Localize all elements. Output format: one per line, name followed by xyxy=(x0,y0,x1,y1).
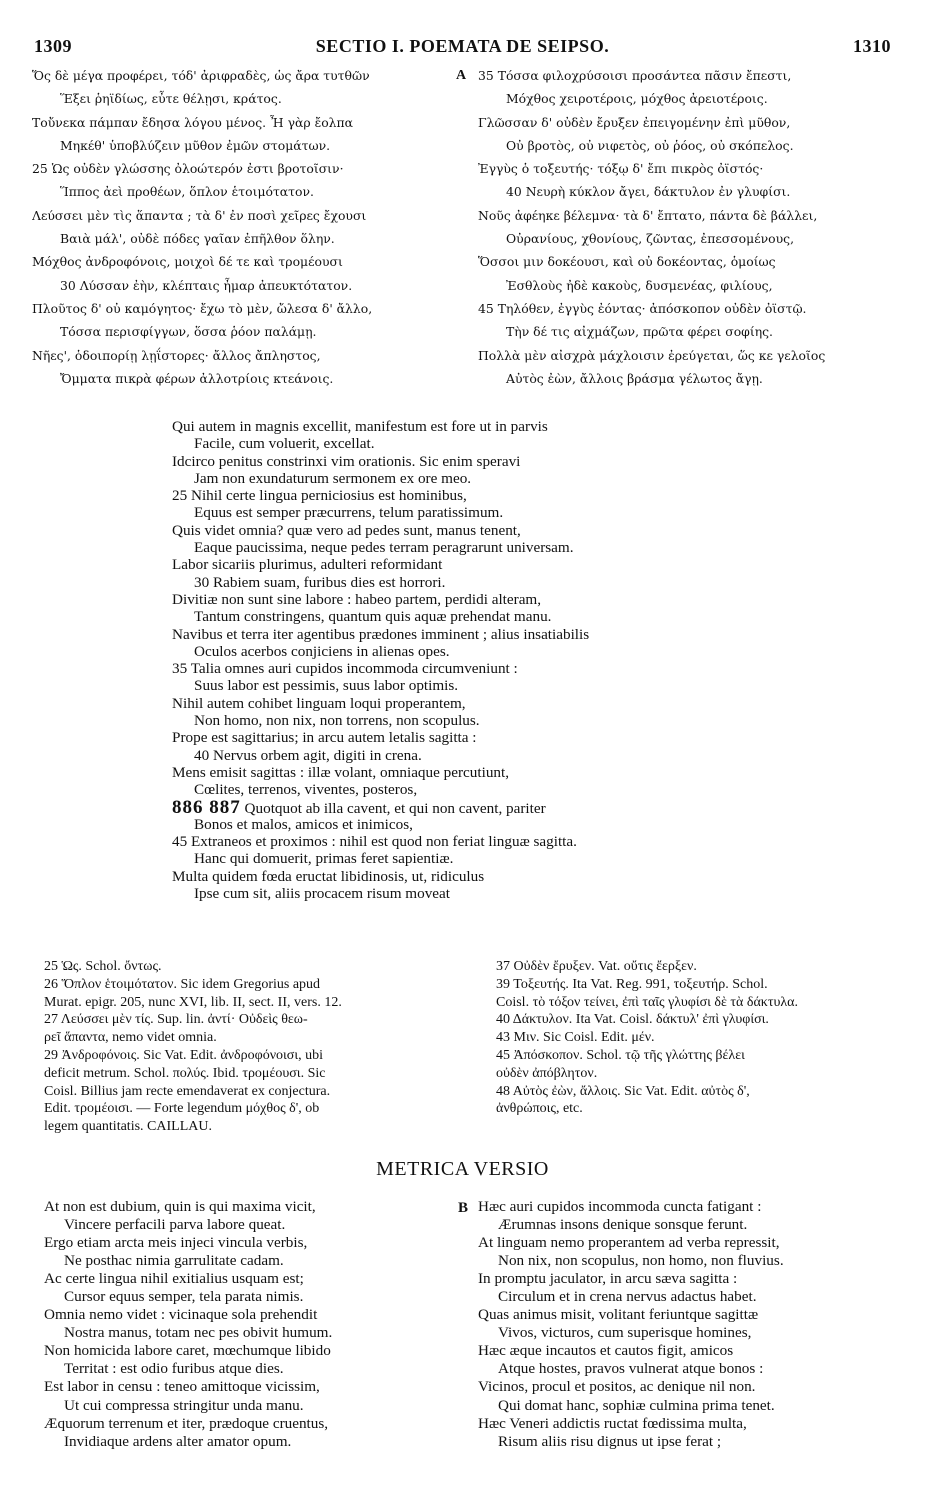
latin-line: Tantum constringens, quantum quis aquæ prehendat manu. xyxy=(194,608,552,626)
note-line: 37 Οὐδὲν ἔρυξεν. Vat. οὔτις ἔερξεν. xyxy=(496,959,697,974)
latin-line: 35 Talia omnes auri cupidos incommoda circumveniunt : xyxy=(172,660,518,678)
latin-line: Non homo, non nix, non torrens, non scopulus. xyxy=(194,712,480,730)
greek-line: 45 Τηλόθεν, ἐγγὺς ἐόντας· ἀπόσκοπον οὐδὲν ὀϊστῷ. xyxy=(478,300,807,316)
greek-column-right xyxy=(478,64,898,390)
latin-line: Facile, cum voluerit, excellat. xyxy=(194,435,375,453)
latin-line: Multa quidem fœda eructat libidinosis, ut, ridiculus xyxy=(172,867,485,885)
page-header xyxy=(30,36,895,62)
verse-line: Qui domat hanc, sophiæ culmina prima tenet. xyxy=(498,1396,775,1414)
note-line: 48 Αὐτὸς ἐὼν, ἄλλοις. Sic Vat. Edit. αὐτὸς δ', xyxy=(496,1083,750,1099)
greek-line: Τόσσα περισφίγγων, ὅσσα ῥόον παλάμῃ. xyxy=(60,324,317,340)
latin-line: Suus labor est pessimis, suus labor optimis. xyxy=(194,677,459,695)
note-line: Edit. τρομέοισι. — Forte legendum μόχθος δ', ob xyxy=(44,1101,320,1117)
greek-line: 40 Νευρὴ κύκλον ἄγει, δάκτυλον ἐν γλυφίσι. xyxy=(506,184,791,200)
latin-line: Jam non exundaturum sermonem ex ore meo. xyxy=(194,469,472,487)
verse-line: Quas animus misit, volitant feriuntque sagittæ xyxy=(478,1306,759,1324)
latin-line: Navibus et terra iter agentibus prædones imminent ; alius insatiabilis xyxy=(172,625,590,643)
verse-line: At non est dubium, quin is qui maxima vicit, xyxy=(44,1198,316,1215)
latin-line: Bonos et malos, amicos et inimicos, xyxy=(194,815,413,833)
verse-line: Circulum et in crena nervus adactus habet. xyxy=(498,1288,757,1306)
verse-line: Ergo etiam arcta meis injeci vincula verbis, xyxy=(44,1234,308,1252)
note-line: Coisl. τὸ τόξον τείνει, ἐπὶ ταῖς γλυφίσι δὲ τὰ δάκτυλα. xyxy=(496,994,799,1010)
section-heading: METRICA VERSIO xyxy=(376,1158,549,1180)
verse-line: Æquorum terrenum et iter, prædoque cruentus, xyxy=(44,1414,329,1432)
latin-line: 40 Nervus orbem agit, digiti in crena. xyxy=(194,746,422,764)
greek-line: Νῆες', ὁδοιπορίῃ λῃΐστορες· ἄλλος ἄπληστος, xyxy=(32,347,321,363)
greek-line: Οὐρανίους, χθονίους, ζῶντας, ἐπεσσομένους, xyxy=(506,231,795,247)
latin-line: Divitiæ non sunt sine labore : habeo partem, perdidi alteram, xyxy=(172,590,542,608)
greek-line: Μόχθος χειροτέροις, μόχθος ἀρειοτέροις. xyxy=(506,91,768,107)
latin-line: Equus est semper præcurrens, telum paratissimum. xyxy=(194,504,504,522)
verse-line: Ut cui compressa stringitur unda manu. xyxy=(64,1396,304,1414)
greek-line: Μηκέθ' ὑποβλύζειν μῦθον ἐμῶν στομάτων. xyxy=(60,137,331,153)
latin-line-text: Quotquot ab illa cavent, et qui non cavent, pariter xyxy=(244,799,546,817)
greek-column-left xyxy=(32,64,462,390)
latin-line: Oculos acerbos conjiciens in alienas opes. xyxy=(194,642,450,660)
greek-line: Οὐ βροτὸς, οὐ νιφετὸς, οὐ ῥόος, οὐ σκόπελος. xyxy=(506,137,794,153)
note-line: deficit metrum. Schol. πολύς. Ibid. τρομέουσι. Sic xyxy=(44,1065,326,1081)
notes-column-right xyxy=(496,958,891,1118)
greek-line: Πολλὰ μὲν αἰσχρὰ μάχλοισιν ἐρεύγεται, ὥς κε γελοῖος xyxy=(478,347,826,363)
greek-line: Τὴν δέ τις αἰχμάζων, πρῶτα φέρει σοφίης. xyxy=(506,324,773,340)
latin-line: Qui autem in magnis excellit, manifestum est fore ut in parvis xyxy=(172,418,548,435)
greek-text-block xyxy=(32,64,898,394)
greek-line: Αὐτὸς ἐὼν, ἄλλοις βράσμα γέλωτος ἄγῃ. xyxy=(506,370,763,386)
note-line: Murat. epigr. 205, nunc XVI, lib. II, sect. II, vers. 12. xyxy=(44,994,342,1010)
note-line: 39 Τοξευτής. Ita Vat. Reg. 991, τοξευτήρ. Schol. xyxy=(496,976,768,992)
note-line: 29 Ἀνδροφόνοις. Sic Vat. Edit. ἀνδροφόνοισι, ubi xyxy=(44,1047,324,1063)
verse-line: Hæc Veneri addictis ructat fœdissima multa, xyxy=(478,1414,747,1432)
verse-line: Vincere perfacili parva labore queat. xyxy=(64,1216,286,1234)
metrica-column-right xyxy=(478,1198,894,1451)
latin-line: 30 Rabiem suam, furibus dies est horrori. xyxy=(194,573,446,591)
latin-line: Nihil autem cohibet linguam loqui properantem, xyxy=(172,694,466,712)
page-number-right: 1310 xyxy=(853,36,891,56)
verse-line: Est labor in censu : teneo amittoque vicissim, xyxy=(44,1378,320,1396)
column-marker-b: B xyxy=(458,1200,469,1216)
greek-line: Βαιὰ μάλ', οὐδὲ πόδες γαῖαν ἐπῆλθον ὅλην. xyxy=(60,231,335,247)
greek-line: Μόχθος ἀνδροφόνοις, μοιχοὶ δέ τε καὶ τρομέουσι xyxy=(32,254,343,270)
note-line: 40 Δάκτυλον. Ita Vat. Coisl. δάκτυλ' ἐπὶ γλυφίσι. xyxy=(496,1012,769,1028)
greek-line: 35 Τόσσα φιλοχρύσοισι προσάντεα πᾶσιν ἔπεστι, xyxy=(478,68,792,83)
page-number-left: 1309 xyxy=(34,36,72,56)
column-numbers: 886 887 xyxy=(172,796,241,818)
greek-line: Ὅς δὲ μέγα προφέρει, τόδ' ἀριφραδὲς, ὡς ἄρα τυτθῶν xyxy=(32,68,370,83)
latin-line: Idcirco penitus constrinxi vim orationis. Sic enim speravi xyxy=(172,452,521,470)
greek-line: Γλῶσσαν δ' οὐδὲν ἔρυξεν ἐπειγομένην ἐπὶ μῦθον, xyxy=(478,114,791,130)
note-line: 26 Ὅπλον ἑτοιμότατον. Sic idem Gregorius apud xyxy=(44,976,321,992)
greek-line: Ἕξει ῥηϊδίως, εὖτε θέλῃσι, κράτος. xyxy=(60,91,282,107)
notes-column-left xyxy=(44,958,444,1136)
verse-line: Omnia nemo videt : vicinaque sola prehendit xyxy=(44,1306,318,1324)
latin-line: Eaque paucissima, neque pedes terram peragrarunt universam. xyxy=(194,539,574,557)
verse-line: Atque hostes, pravos vulnerat atque bonos : xyxy=(498,1360,764,1378)
greek-line: Ὅσσοι μιν δοκέουσι, καὶ οὐ δοκέοντας, ὁμοίως xyxy=(478,254,776,270)
verse-line: Territat : est odio furibus atque dies. xyxy=(64,1360,284,1378)
critical-notes xyxy=(44,958,884,1135)
greek-line: Τοὔνεκα πάμπαν ἔδησα λόγου μένος. Ἦ γὰρ ἔολπα xyxy=(32,114,354,130)
note-line: 25 Ὡς. Schol. ὄντως. xyxy=(44,959,162,974)
verse-line: Vivos, victuros, cum superisque homines, xyxy=(498,1324,752,1342)
verse-line: Ærumnas insons denique sonsque ferunt. xyxy=(498,1216,748,1234)
latin-line: Mens emisit sagittas : illæ volant, omniaque percutiunt, xyxy=(172,763,510,781)
greek-line: 25 Ὡς οὐδὲν γλώσσης ὀλοώτερόν ἐστι βροτοῖσιν· xyxy=(32,161,344,177)
greek-line: Νοῦς ἀφέηκε βέλεμνα· τὰ δ' ἔπτατο, πάντα δὲ βάλλει, xyxy=(478,207,818,223)
verse-line: Ne posthac nimia garrulitate cadam. xyxy=(64,1252,284,1270)
note-line: Coisl. Billius jam recte emendaverat ex conjectura. xyxy=(44,1083,331,1099)
latin-line: Hanc qui domuerit, primas feret sapientiæ. xyxy=(194,850,454,868)
latin-line: Quis videt omnia? quæ vero ad pedes sunt, manus tenent, xyxy=(172,521,521,539)
metrica-column-left xyxy=(44,1198,454,1451)
latin-line: Ipse cum sit, aliis procacem risum moveat xyxy=(194,885,451,903)
verse-line: Nostra manus, totam nec pes obivit humum. xyxy=(64,1324,333,1342)
note-line: 45 Ἀπόσκοπον. Schol. τῷ τῆς γλώττης βέλει xyxy=(496,1047,745,1063)
latin-line-with-column-numbers xyxy=(172,796,772,818)
running-title: SECTIO I. POEMATA DE SEIPSO. xyxy=(315,36,610,56)
note-line: legem quantitatis. CAILLAU. xyxy=(44,1119,212,1135)
greek-line: Ἐσθλοὺς ἠδὲ κακοὺς, δυσμενέας, φιλίους, xyxy=(506,277,773,293)
greek-line: Πλοῦτος δ' οὐ καμόγητος· ἔχω τὸ μὲν, ὤλεσα δ' ἄλλο, xyxy=(32,300,373,316)
latin-line: 45 Extraneos et proximos : nihil est quod non feriat linguæ sagitta. xyxy=(172,833,577,851)
greek-line: 30 Λύσσαν ἐὴν, κλέπταις ἦμαρ ἀπευκτότατον. xyxy=(60,277,353,293)
verse-line: Hæc auri cupidos incommoda cuncta fatigant : xyxy=(478,1198,762,1215)
note-line: οὐδὲν ἀπόβλητον. xyxy=(496,1065,598,1081)
verse-line: Risum aliis risu dignus ut ipse ferat ; xyxy=(498,1432,722,1450)
greek-line: Λεύσσει μὲν τὶς ἅπαντα ; τὰ δ' ἐν ποσὶ χεῖρες ἔχουσι xyxy=(32,207,367,223)
greek-line: Ἵππος ἀεὶ προθέων, ὅπλον ἑτοιμότατον. xyxy=(60,184,314,200)
greek-line: Ὄμματα πικρὰ φέρων ἀλλοτρίοις κτεάνοις. xyxy=(60,370,334,386)
verse-line: Ac certe lingua nihil exitialius usquam est; xyxy=(44,1270,304,1288)
verse-line: Cursor equus semper, tela parata nimis. xyxy=(64,1288,304,1306)
note-line: 43 Μιν. Sic Coisl. Edit. μέν. xyxy=(496,1030,655,1046)
verse-line: Invidiaque ardens alter amator opum. xyxy=(64,1432,292,1450)
verse-line: Non homicida labore caret, mœchumque libido xyxy=(44,1342,331,1360)
latin-translation-block xyxy=(172,418,772,902)
note-line: 27 Λεύσσει μὲν τίς. Sup. lin. ἀντί· Οὐδεὶς θεω- xyxy=(44,1012,308,1028)
note-line: ρεῖ ἅπαντα, nemo videt omnia. xyxy=(44,1030,217,1046)
greek-line: Ἐγγὺς ὁ τοξευτής· τόξῳ δ' ἔπι πικρὸς ὀϊστός· xyxy=(478,161,764,177)
column-marker-a: A xyxy=(456,68,467,83)
note-line: ἀνθρώποις, etc. xyxy=(496,1101,583,1117)
latin-line: 25 Nihil certe lingua perniciosius est hominibus, xyxy=(172,487,467,505)
verse-line: In promptu jaculator, in arcu sæva sagitta : xyxy=(478,1270,738,1288)
verse-line: At linguam nemo properantem ad verba repressit, xyxy=(478,1234,780,1252)
verse-line: Non nix, non scopulus, non homo, non fluvius. xyxy=(498,1252,784,1270)
verse-line: Vicinos, procul et positos, ac denique nil non. xyxy=(478,1378,756,1396)
verse-line: Hæc æque incautos et cautos figit, amicos xyxy=(478,1342,734,1360)
latin-line: Prope est sagittarius; in arcu autem letalis sagitta : xyxy=(172,729,477,747)
latin-line: Labor sicariis plurimus, adulteri reformidant xyxy=(172,556,443,574)
latin-line: Cœlites, terrenos, viventes, posteros, xyxy=(194,781,418,799)
